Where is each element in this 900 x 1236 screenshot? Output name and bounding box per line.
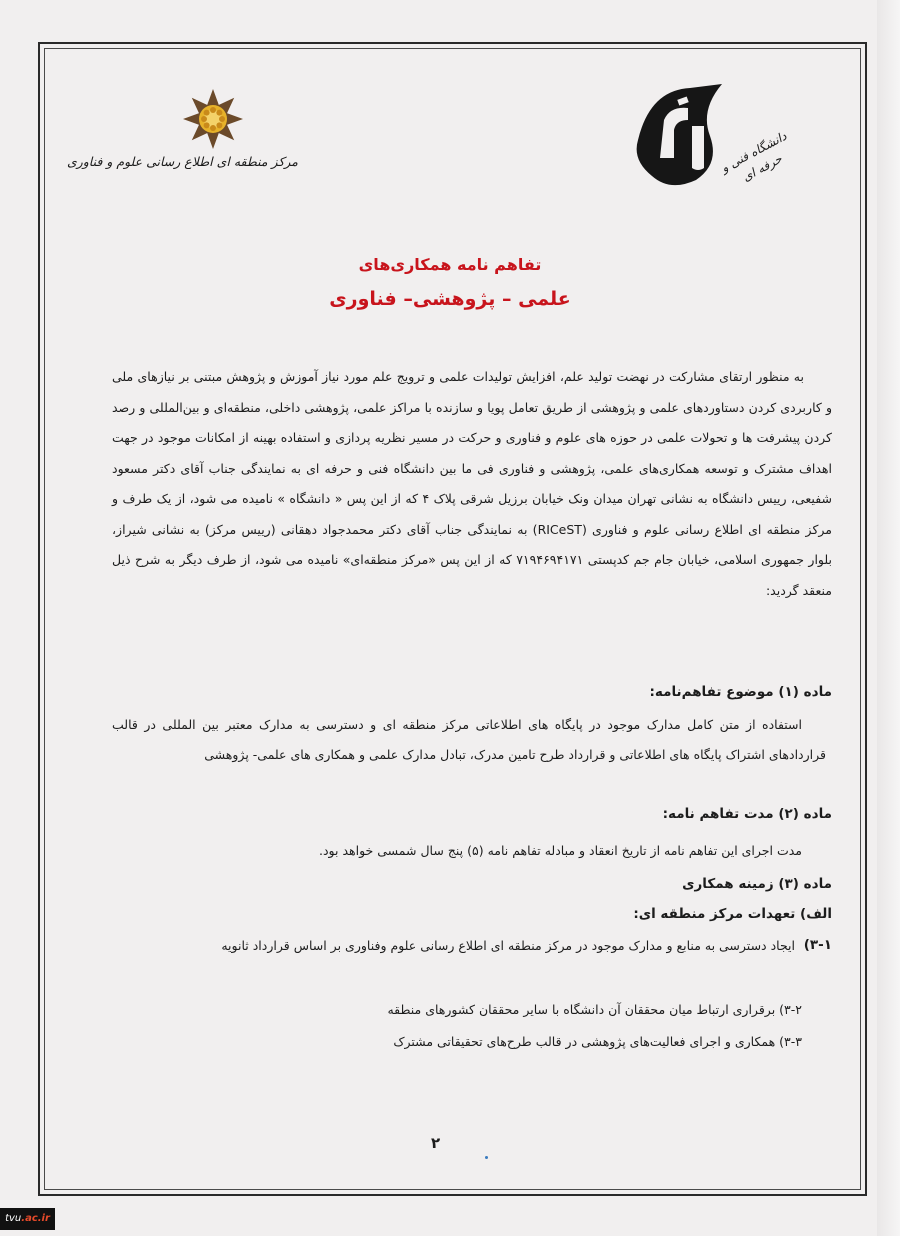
- intro-paragraph: به منظور ارتقای مشارکت در نهضت تولید علم، افزایش تولیدات علمی و ترویج علم مورد نیاز آموزش و پژوهش مبتنی بر نیازهای ملی و کاربردی کردن دستاوردهای علمی و پژوهشی از طریق تعامل پویا و سازنده با مراکز علمی، پژوهشی داخلی، منطقه‌ای و بین‌المللی و رصد کردن پیشرفت ها و تحولات علمی در حوزه های علوم و فناوری و حرکت در مسیر نظریه پردازی و استفاده بهینه از امکانات موجود در جهت اهداف مشترک و توسعه همکاری‌های علمی، پژوهشی و فناوری فی ما بین دانشگاه فنی و حرفه ای به نمایندگی جناب آقای دکتر مسعود شفیعی، رییس دانشگاه به نشانی تهران میدان ونک خیابان برزیل شرقی پلاک ۴ که از این پس « دانشگاه » نامیده می شود، از یک طرف و مرکز منطقه ای اطلاع رسانی علوم و فناوری (RICeST) به نمایندگی جناب آقای دکتر محمدجواد دهقانی (رییس مرکز) به نشانی شیراز، بلوار جمهوری اسلامی، خیابان جام جم کدپستی ۷۱۹۴۶۹۴۱۷۱ که از این پس «مرکز منطقه‌ای» نامیده می شود، از طرف دیگر به شرح ذیل منعقد گردید:: [112, 369, 833, 598]
- document-title-line-2: علمی – پژوهشی– فناوری: [329, 288, 571, 310]
- article-1-body: استفاده از متن کامل مدارک موجود در پایگاه های اطلاعاتی مرکز منطقه ای و دسترسی به مدارک معتبر بین المللی در قالب قراردادهای اشتراک پایگاه های اطلاعاتی و قرارداد طرح تامین مدرک، تبادل مدارک علمی و همکاری های علمی- پژوهشی: [112, 717, 826, 762]
- article-3-subheading: الف) تعهدات مرکز منطقه ای:: [633, 906, 832, 922]
- article-3-heading: ماده (۳) زمینه همکاری: [682, 876, 832, 892]
- scan-dot: [485, 1156, 488, 1159]
- item-3-3: ۳-۳) همکاری و اجرای فعالیت‌های پژوهشی در قالب طرح‌های تحقیقاتی مشترک: [393, 1034, 802, 1049]
- ricest-star-icon: [182, 88, 244, 150]
- article-1-heading: ماده (۱) موضوع تفاهم‌نامه:: [649, 684, 832, 700]
- article-2-heading: ماده (۲) مدت تفاهم نامه:: [662, 806, 832, 822]
- watermark-prefix: tvu: [5, 1213, 22, 1224]
- tvu-logo-caption: دانشگاه فنی و حرفه ای: [718, 128, 789, 185]
- watermark-suffix: .ac.ir: [21, 1213, 50, 1224]
- page-border: [38, 42, 867, 1196]
- ricest-logo: [66, 88, 298, 208]
- page-number: ۲: [431, 1134, 441, 1152]
- item-3-1-label: ۳-۱): [803, 937, 832, 953]
- document-title-line-1: تفاهم نامه همکاری‌های: [358, 255, 542, 274]
- item-3-2: ۳-۲) برقراری ارتباط میان محققان آن دانشگاه با سایر محققان کشورهای منطقه: [387, 1002, 802, 1017]
- watermark-badge: [0, 1208, 55, 1230]
- item-3-1-text: ایجاد دسترسی به منابع و مدارک موجود در مرکز منطقه ای اطلاع رسانی علوم وفناوری بر اساس قرارداد ثانویه: [221, 938, 795, 953]
- ricest-logo-caption: مرکز منطقه ای اطلاع رسانی علوم و فناوری: [66, 154, 298, 169]
- scan-edge: [877, 0, 900, 1236]
- article-2-body: مدت اجرای این تفاهم نامه از تاریخ انعقاد و مبادله تفاهم نامه (۵) پنج سال شمسی خواهد بود.: [319, 843, 802, 858]
- tvu-logo: [630, 80, 790, 200]
